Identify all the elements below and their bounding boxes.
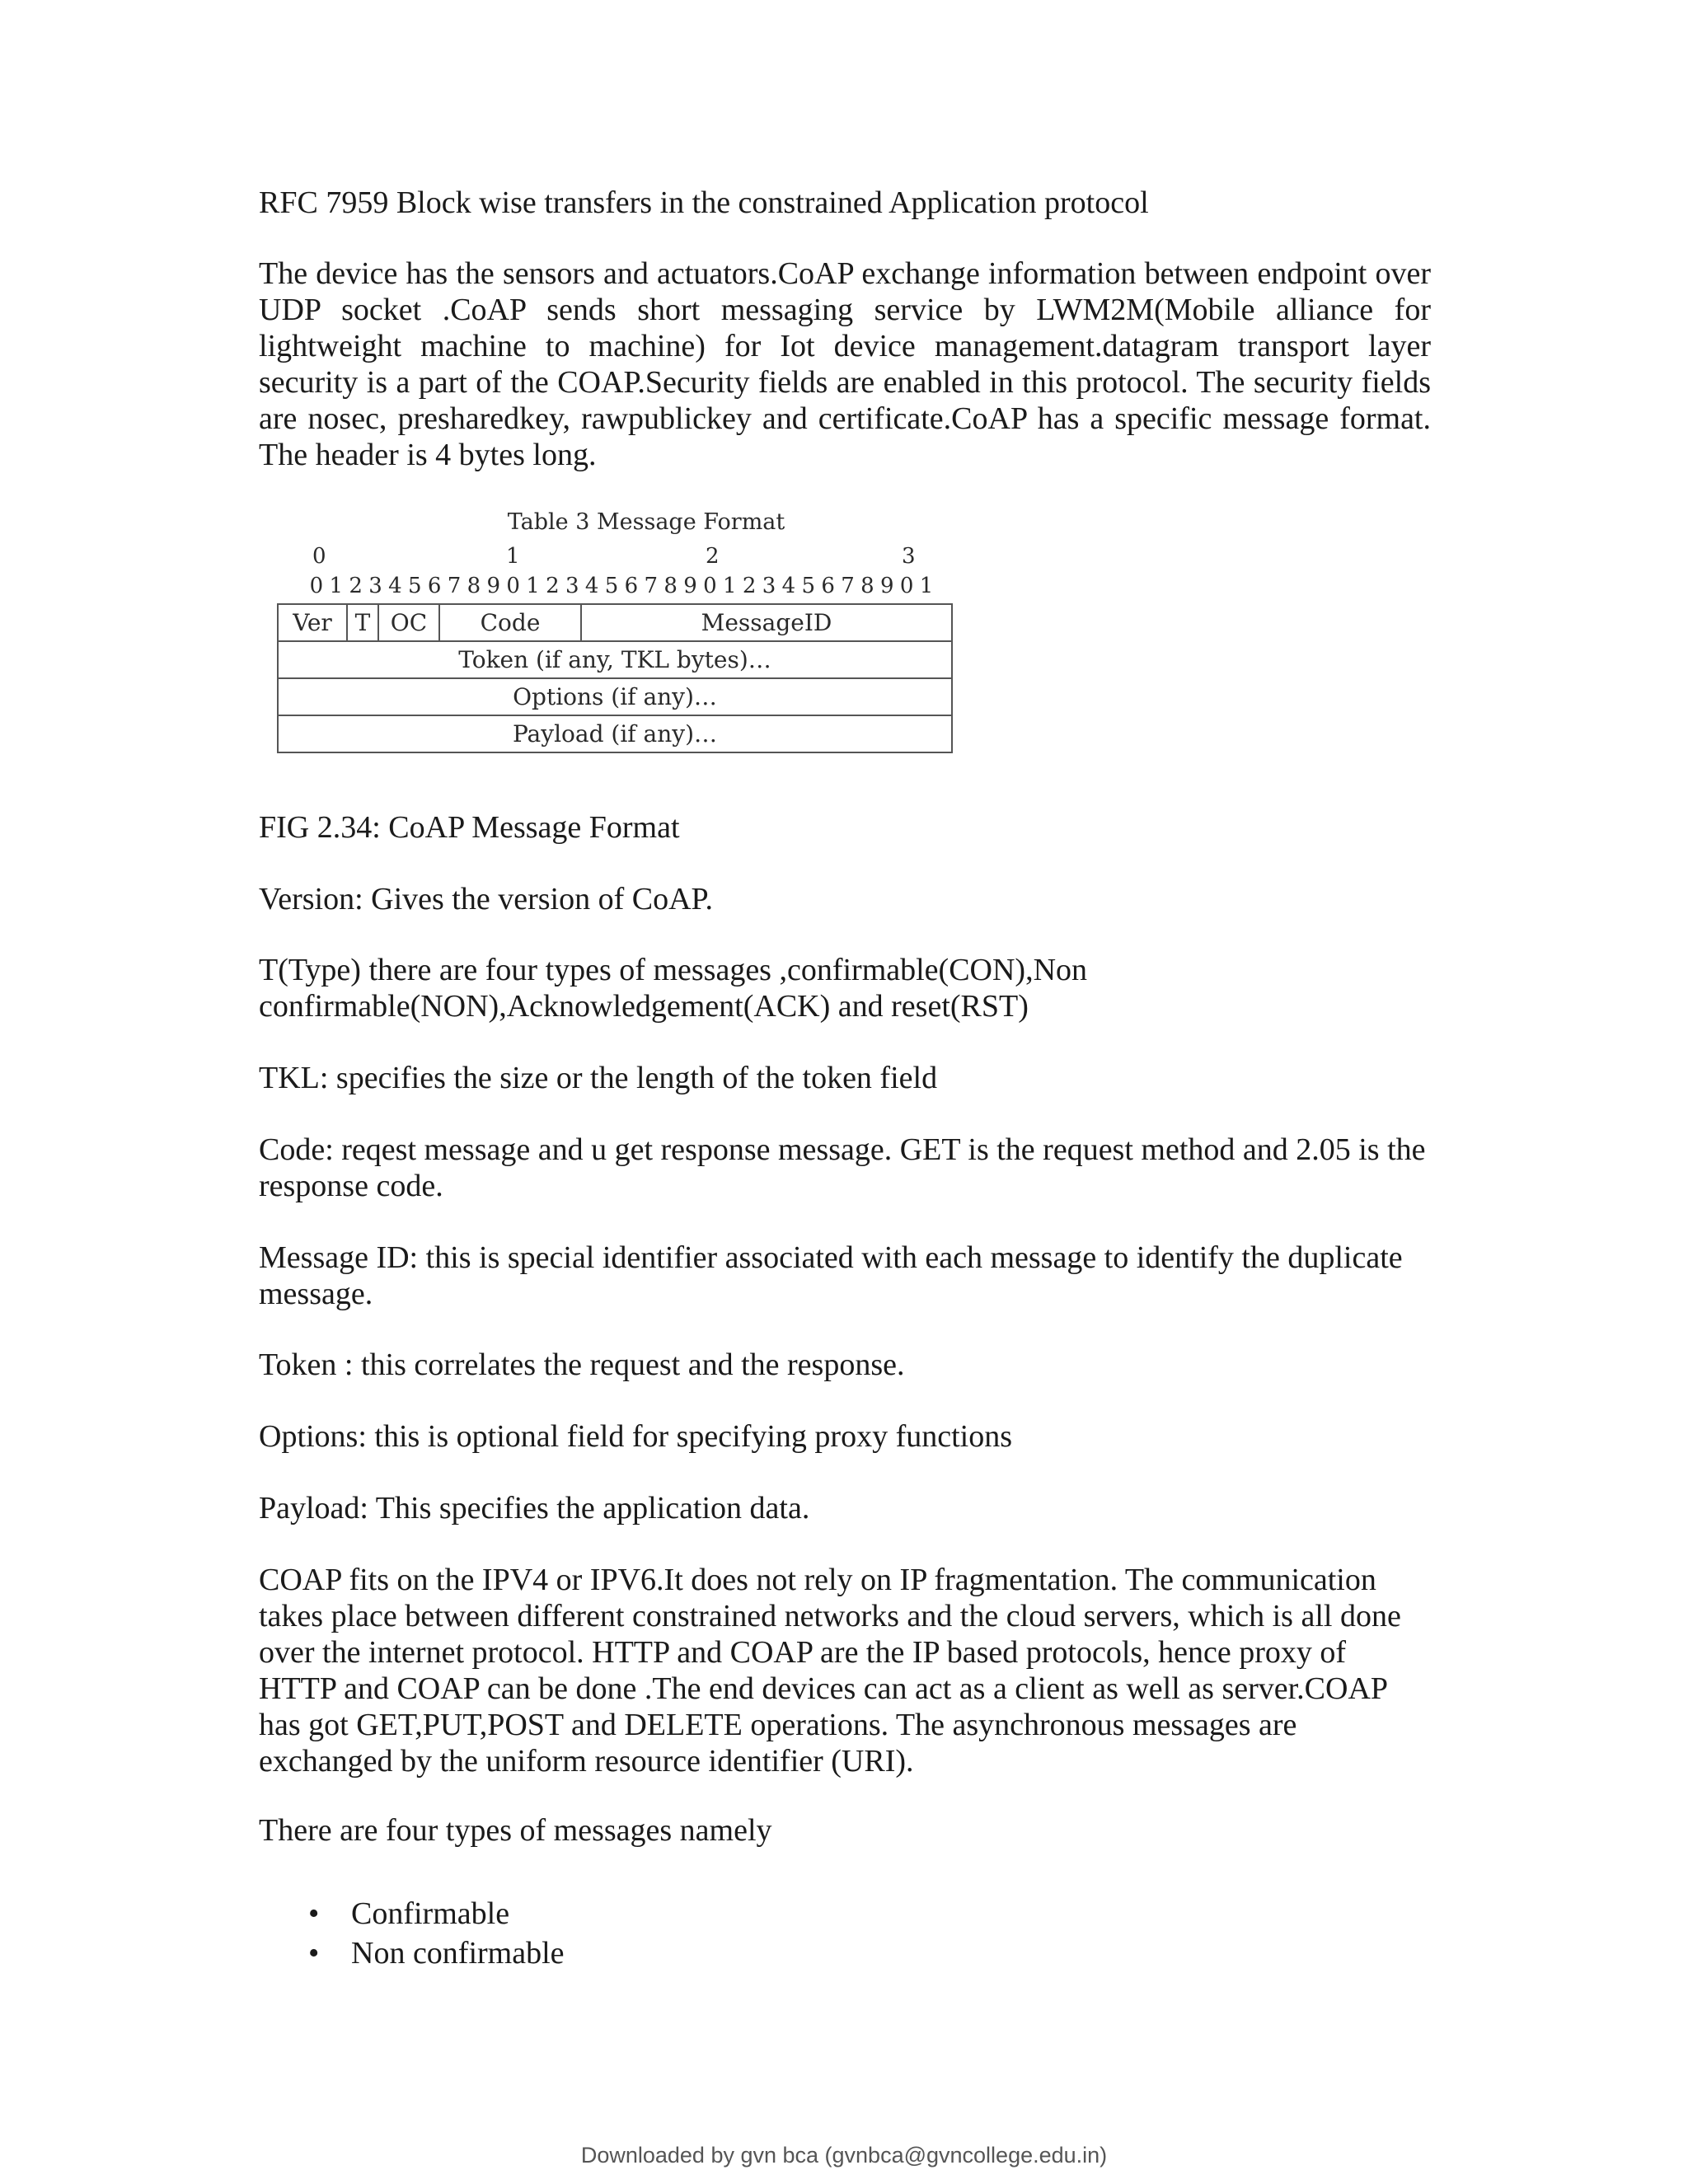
- bit-label: 9: [683, 574, 697, 598]
- bit-label: 6: [624, 574, 639, 598]
- type-paragraph-line-2: confirmable(NON),Acknowledgement(ACK) and reset(RST): [259, 989, 1029, 1024]
- major-bit-label: 2: [706, 544, 720, 569]
- type-paragraph-line-1: T(Type) there are four types of messages ,confirmable(CON),Non: [259, 953, 1088, 987]
- oc-cell: OC: [378, 604, 439, 641]
- message-types-list: [259, 1894, 565, 1973]
- intro-paragraph: The device has the sensors and actuators.CoAP exchange information between endpoint over UDP socket .CoAP sends short messaging service by LWM2M(Mobile alliance for lightweight machine to machine) for Iot device management.datagram transport layer security is a part of the COAP.Security fields are enabled in this protocol. The security fields are nosec, presharedkey, rawpublickey and certificate.CoAP has a specific message format. The header is 4 bytes long.: [259, 256, 1431, 472]
- bit-label: 4: [584, 574, 599, 598]
- type-cell: T: [347, 604, 378, 641]
- bit-label: 5: [408, 574, 422, 598]
- table-row: [278, 641, 952, 678]
- version-paragraph: Version: Gives the version of CoAP.: [259, 882, 713, 916]
- bit-label: 0: [506, 574, 520, 598]
- bit-label: 3: [762, 574, 776, 598]
- bullet-icon: •: [308, 1936, 320, 1971]
- options-cell: Options (if any)…: [278, 678, 952, 715]
- bit-label: 4: [388, 574, 402, 598]
- code-paragraph: Code: reqest message and u get response message. GET is the request method and 2.05 is the response code.: [259, 1132, 1426, 1203]
- bit-label: 5: [604, 574, 619, 598]
- payload-cell: Payload (if any)…: [278, 715, 952, 752]
- bit-label: 1: [526, 574, 540, 598]
- bit-label: 6: [821, 574, 835, 598]
- bit-label: 7: [447, 574, 462, 598]
- bit-label: 8: [467, 574, 481, 598]
- table-row: [278, 604, 952, 641]
- figure-label: FIG 2.34: CoAP Message Format: [259, 810, 680, 845]
- payload-paragraph: Payload: This specifies the application data.: [259, 1491, 810, 1526]
- tkl-paragraph: TKL: specifies the size or the length of the token field: [259, 1061, 938, 1095]
- bit-label: 0: [703, 574, 717, 598]
- ver-cell: Ver: [278, 604, 347, 641]
- minor-bit-labels: [307, 574, 936, 602]
- four-types-paragraph: There are four types of messages namely: [259, 1813, 772, 1848]
- bit-label: 1: [919, 574, 934, 598]
- bit-label: 2: [742, 574, 757, 598]
- major-bit-labels: [277, 544, 958, 569]
- major-bit-label: 0: [312, 544, 326, 569]
- message-id-cell: MessageID: [581, 604, 952, 641]
- bit-label: 1: [329, 574, 344, 598]
- bit-label: 7: [841, 574, 855, 598]
- bit-label: 8: [860, 574, 874, 598]
- options-paragraph: Options: this is optional field for specifying proxy functions: [259, 1419, 1013, 1454]
- token-paragraph: Token : this correlates the request and the response.: [259, 1347, 905, 1382]
- table-row: [278, 678, 952, 715]
- bit-label: 6: [427, 574, 442, 598]
- message-id-paragraph: Message ID: this is special identifier associated with each message to identify the duplicate message.: [259, 1240, 1403, 1311]
- bit-label: 0: [899, 574, 914, 598]
- download-footer: Downloaded by gvn bca (gvnbca@gvncollege.edu.in): [580, 2143, 1108, 2168]
- message-format-table: [277, 603, 953, 753]
- bit-label: 9: [486, 574, 501, 598]
- coap-paragraph: COAP fits on the IPV4 or IPV6.It does not rely on IP fragmentation. The communication takes place between different constrained networks and the cloud servers, which is all done over the internet protocol. HTTP and COAP are the IP based protocols, hence proxy of HTTP and COAP can be done .The end devices can act as a client as well as server.COAP has got GET,PUT,POST and DELETE operations. The asynchronous messages are exchanged by the uniform resource identifier (URI).: [259, 1563, 1401, 1779]
- list-item-label: Non confirmable: [351, 1936, 565, 1971]
- list-item-label: Confirmable: [351, 1896, 510, 1931]
- bit-label: 3: [368, 574, 382, 598]
- bit-label: 3: [565, 574, 579, 598]
- bit-label: 1: [723, 574, 737, 598]
- figure-caption: Table 3 Message Format: [507, 509, 785, 535]
- bit-label: 7: [644, 574, 659, 598]
- bit-label: 2: [546, 574, 560, 598]
- list-item: [259, 1933, 565, 1973]
- bit-label: 0: [309, 574, 324, 598]
- bit-label: 5: [801, 574, 816, 598]
- bullet-icon: •: [308, 1896, 320, 1931]
- bit-label: 2: [349, 574, 363, 598]
- bit-label: 8: [663, 574, 678, 598]
- list-item: [259, 1894, 565, 1933]
- document-heading: RFC 7959 Block wise transfers in the constrained Application protocol: [259, 185, 1149, 220]
- major-bit-label: 3: [902, 544, 916, 569]
- token-cell: Token (if any, TKL bytes)…: [278, 641, 952, 678]
- table-row: [278, 715, 952, 752]
- code-cell: Code: [439, 604, 581, 641]
- major-bit-label: 1: [506, 544, 520, 569]
- bit-label: 4: [781, 574, 796, 598]
- bit-label: 9: [880, 574, 894, 598]
